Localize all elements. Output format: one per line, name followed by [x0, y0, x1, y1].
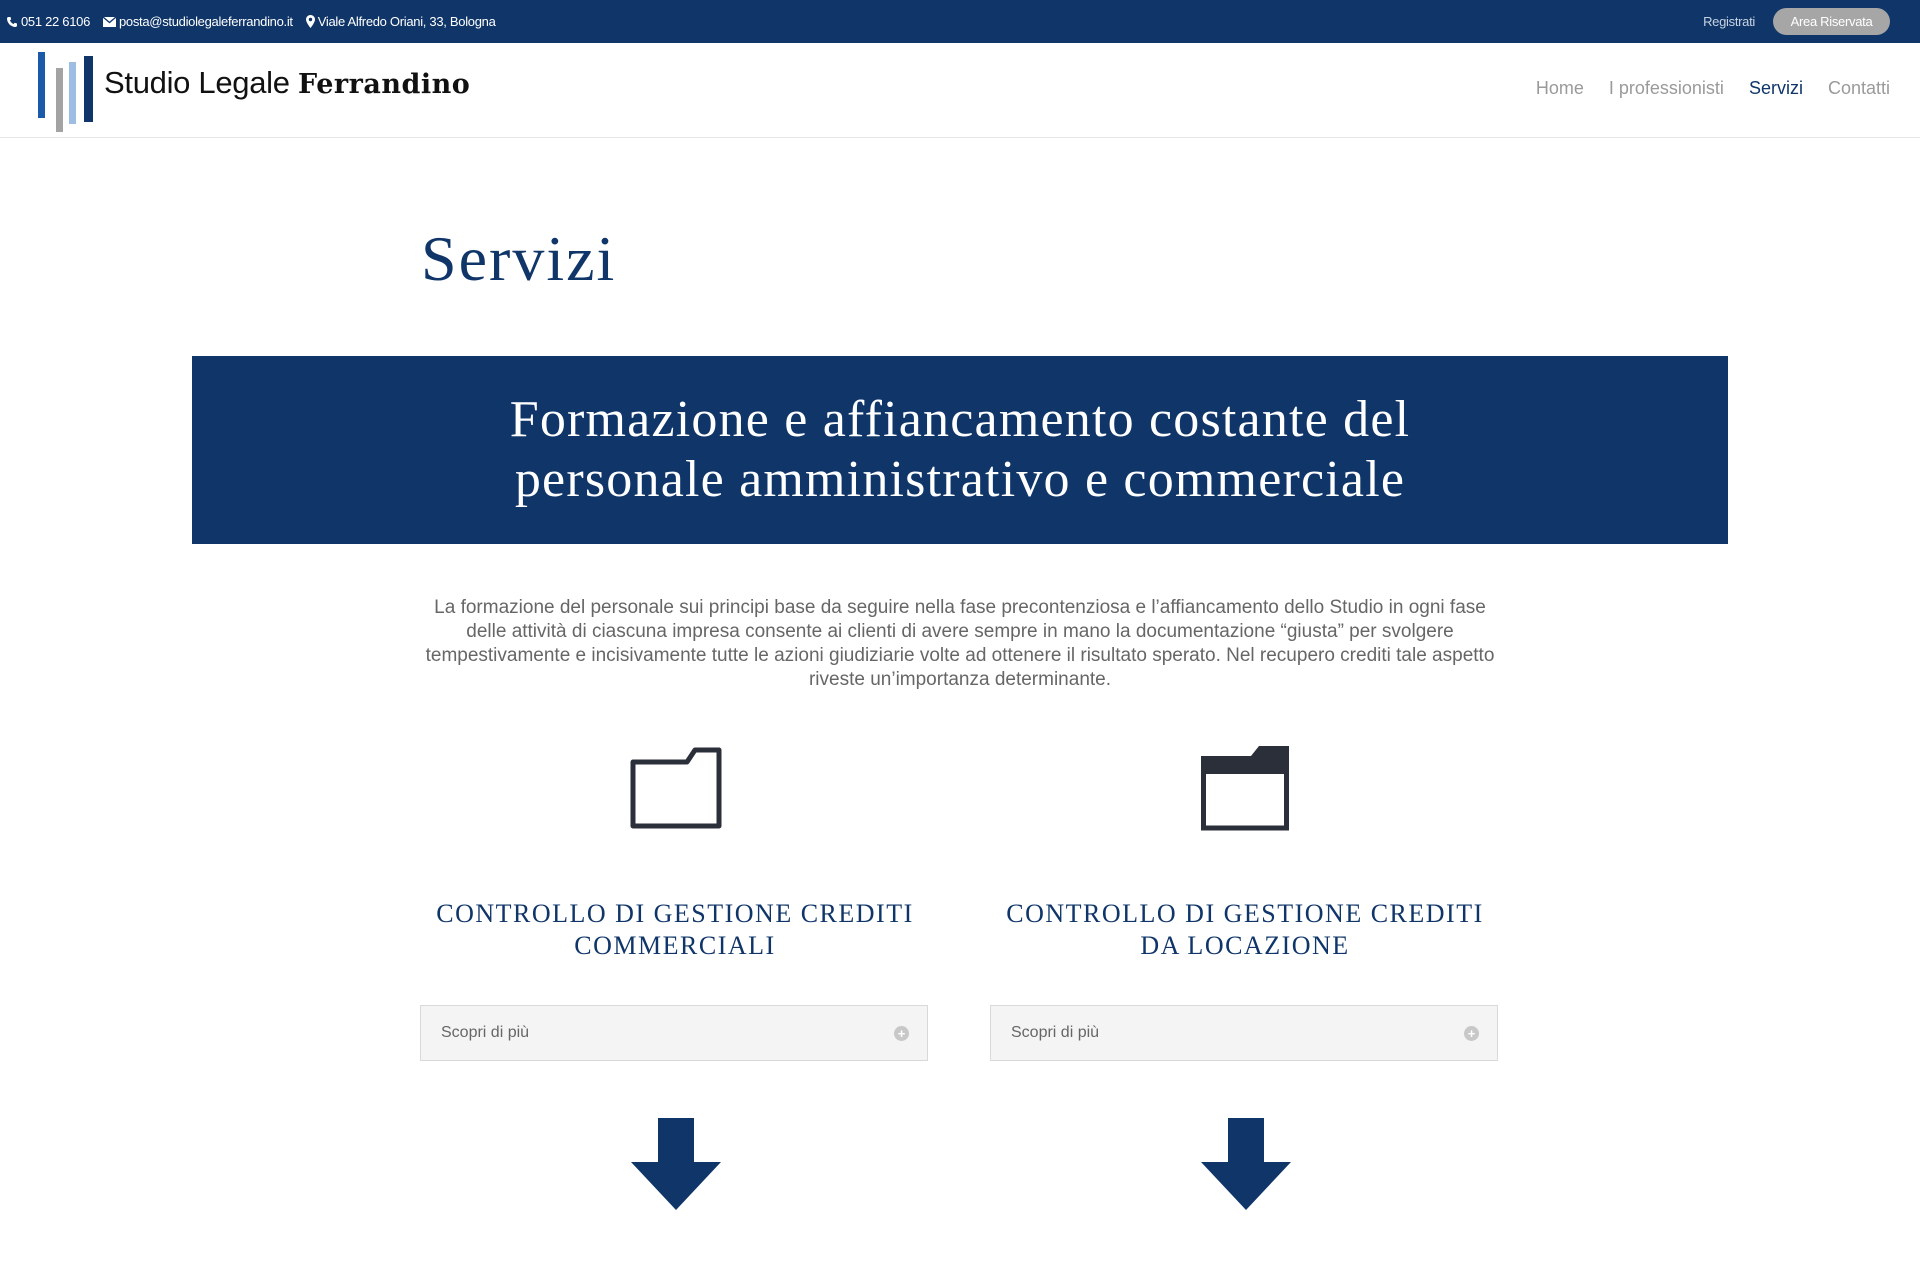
logo-text-name: Ferrandino	[298, 69, 471, 100]
reserved-area-button[interactable]: Area Riservata	[1773, 8, 1890, 35]
account-links	[1703, 0, 1890, 43]
email-info[interactable]	[103, 14, 293, 29]
arrow-down-icon	[1201, 1118, 1291, 1210]
address-info	[306, 14, 496, 29]
nav-item-contatti[interactable]: Contatti	[1827, 78, 1890, 98]
top-bar	[0, 0, 1920, 43]
logo-bar-gray	[56, 68, 63, 132]
phone-icon	[6, 16, 18, 28]
hero-banner	[192, 356, 1728, 544]
service-title: CONTROLLO DI GESTIONE CREDITI DA LOCAZIONE	[1006, 899, 1484, 960]
map-pin-icon	[306, 15, 315, 28]
read-more-toggle[interactable]	[990, 1005, 1498, 1061]
site-header	[0, 43, 1920, 138]
street-address: Viale Alfredo Oriani, 33, Bologna	[317, 14, 496, 29]
arrow-down-icon	[631, 1118, 721, 1210]
nav-item-home[interactable]: Home	[1535, 78, 1584, 98]
phone-number: 051 22 6106	[21, 14, 90, 29]
plus-icon: +	[894, 1026, 909, 1041]
envelope-icon	[103, 17, 116, 27]
logo-bar-blue	[38, 52, 45, 118]
hero-title: Formazione e affiancamento costante del personale amministrativo e commerciale	[509, 391, 1411, 508]
email-address: posta@studiolegaleferrandino.it	[119, 14, 293, 29]
toggle-label: Scopri di più	[1011, 1024, 1100, 1041]
logo-text-prefix: Studio Legale	[104, 65, 290, 100]
site-logo[interactable]	[38, 52, 478, 132]
plus-icon: +	[1464, 1026, 1479, 1041]
service-title: CONTROLLO DI GESTIONE CREDITI COMMERCIALI	[436, 899, 914, 960]
nav-item-professionisti[interactable]: I professionisti	[1608, 78, 1724, 98]
logo-bar-lightblue	[69, 62, 76, 124]
phone-info[interactable]	[6, 14, 90, 29]
main-nav	[1536, 78, 1890, 99]
toggle-label: Scopri di più	[441, 1024, 530, 1041]
contact-info	[6, 0, 496, 43]
logo-bar-navy	[84, 56, 93, 122]
read-more-toggle[interactable]	[420, 1005, 928, 1061]
register-link[interactable]: Registrati	[1703, 14, 1755, 29]
page-title: Servizi	[421, 223, 617, 294]
folder-filled-tab-icon	[1195, 740, 1295, 840]
logo-text	[104, 65, 470, 101]
intro-text: La formazione del personale sui principi base da seguire nella fase precontenziosa e l’affiancamento dello Studio in ogni fase delle attività di ciascuna impresa consente ai clienti di avere sempre in mano la documentazione “giusta” per svolgere tempestivamente e incisivamente tutte le azioni giudiziarie volte ad ottenere il risultato sperato. Nel recupero crediti tale aspetto riveste un’importanza determinante.	[425, 597, 1495, 690]
nav-item-servizi[interactable]: Servizi	[1748, 78, 1803, 98]
folder-outline-icon	[625, 740, 725, 840]
